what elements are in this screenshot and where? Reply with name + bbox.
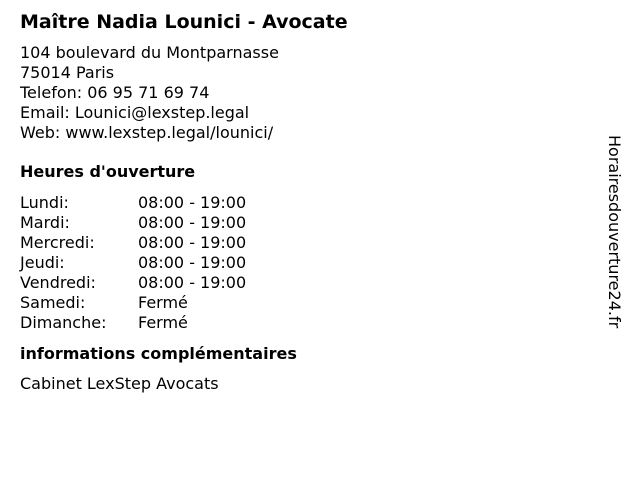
hours-row-friday (20, 273, 600, 293)
time-range: 08:00 - 19:00 (138, 233, 247, 252)
time-range: 08:00 - 19:00 (138, 213, 247, 232)
time-range: 08:00 - 19:00 (138, 273, 247, 292)
hours-row-tuesday (20, 213, 600, 233)
hours-row-monday (20, 193, 600, 213)
site-watermark: Horairesdouverture24.fr (605, 135, 624, 329)
additional-info-text: Cabinet LexStep Avocats (20, 374, 219, 393)
hours-row-wednesday (20, 233, 600, 253)
time-range: 08:00 - 19:00 (138, 193, 247, 212)
website-address: Web: www.lexstep.legal/lounici/ (20, 123, 274, 142)
day-label: Mardi: (20, 213, 70, 232)
address-block (20, 43, 600, 143)
day-label: Samedi: (20, 293, 86, 312)
email-address: Email: Lounici@lexstep.legal (20, 103, 250, 122)
postal-city: 75014 Paris (20, 63, 115, 82)
day-label: Vendredi: (20, 273, 96, 292)
day-label: Jeudi: (20, 253, 65, 272)
business-card (20, 9, 600, 394)
hours-row-saturday (20, 293, 600, 313)
day-label: Lundi: (20, 193, 69, 212)
opening-hours-heading: Heures d'ouverture (20, 162, 196, 181)
closed-status: Fermé (138, 293, 188, 312)
page-title: Maître Nadia Lounici - Avocate (20, 11, 348, 33)
hours-row-sunday (20, 313, 600, 333)
time-range: 08:00 - 19:00 (138, 253, 247, 272)
additional-info-heading: informations complémentaires (20, 344, 297, 363)
opening-hours-list (20, 193, 600, 333)
phone-number: Telefon: 06 95 71 69 74 (20, 83, 210, 102)
street-address: 104 boulevard du Montparnasse (20, 43, 279, 62)
day-label: Mercredi: (20, 233, 95, 252)
day-label: Dimanche: (20, 313, 107, 332)
closed-status: Fermé (138, 313, 188, 332)
hours-row-thursday (20, 253, 600, 273)
